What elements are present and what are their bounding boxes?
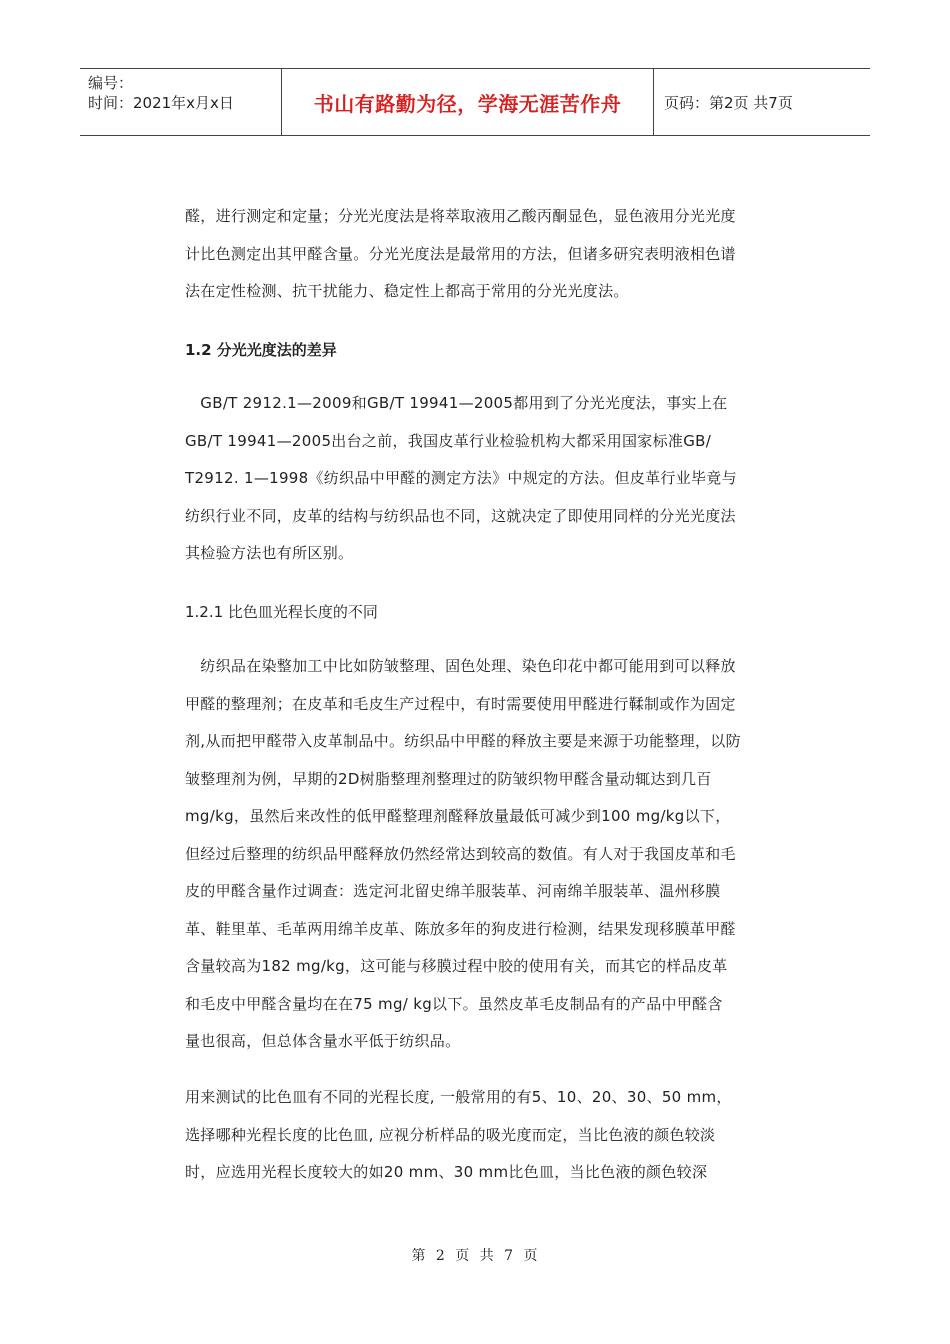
paragraph-4 xyxy=(185,1079,775,1192)
text-line: 时，应选用光程长度较大的如20 mm、30 mm比色皿，当比色液的颜色较深 xyxy=(185,1163,708,1181)
text-line: 含量较高为182 mg/kg，这可能与移膜过程中胶的使用有关，而其它的样品皮革 xyxy=(185,957,728,975)
text-line: T2912. 1—1998《纺织品中甲醛的测定方法》中规定的方法。但皮革行业毕竟与 xyxy=(185,469,737,487)
text-line: 计比色测定出其甲醛含量。分光光度法是最常用的方法，但诸多研究表明液相色谱 xyxy=(185,244,736,263)
text-line: 甲醛的整理剂；在皮革和毛皮生产过程中，有时需要使用甲醛进行鞣制或作为固定 xyxy=(185,694,736,713)
text-line: mg/kg，虽然后来改性的低甲醛整理剂醛释放量最低可减少到100 mg/kg以下， xyxy=(185,807,731,825)
text-line: 和毛皮中甲醛含量均在在75 mg/ kg以下。虽然皮革毛皮制品有的产品中甲醛含 xyxy=(185,994,723,1013)
text-line: 剂,从而把甲醛带入皮革制品中。纺织品中甲醛的释放主要是来源于功能整理，以防 xyxy=(185,732,741,750)
text-line: 用来测试的比色皿有不同的光程长度, 一般常用的有5、10、20、30、50 mm， xyxy=(185,1088,732,1106)
text-line: 纺织品在染整加工中比如防皱整理、固色处理、染色印花中都可能用到可以释放 xyxy=(185,657,736,675)
text-line: 醛，进行测定和定量；分光光度法是将萃取液用乙酸丙酮显色，显色液用分光光度 xyxy=(185,207,736,225)
time-label: 时间：2021年x月x日 xyxy=(88,94,234,112)
text-line: 量也很高，但总体含量水平低于纺织品。 xyxy=(185,1032,461,1050)
header-motto: 书山有路勤为径，学海无涯苦作舟 xyxy=(281,69,654,135)
subsection-heading-1-2-1: 1.2.1 比色皿光程长度的不同 xyxy=(185,603,378,621)
header-page-info: 页码：第2页 共7页 xyxy=(664,93,793,112)
paragraph-1 xyxy=(185,198,775,311)
paragraph-3 xyxy=(185,648,775,1061)
text-line: GB/T 2912.1—2009和GB/T 19941—2005都用到了分光光度法，事实上在 xyxy=(185,394,728,412)
paragraph-2 xyxy=(185,385,775,573)
text-line: 皮的甲醛含量作过调查：选定河北留史绵羊服装革、河南绵羊服装革、温州移膜 xyxy=(185,882,721,900)
text-line: 革、鞋里革、毛革两用绵羊皮革、陈放多年的狗皮进行检测，结果发现移膜革甲醛 xyxy=(185,919,736,938)
text-line: 其检验方法也有所区别。 xyxy=(185,544,354,562)
section-heading-1-2: 1.2 分光光度法的差异 xyxy=(185,341,337,359)
page-footer: 第 2 页 共 7 页 xyxy=(411,1248,539,1264)
text-line: 但经过后整理的纺织品甲醛释放仍然经常达到较高的数值。有人对于我国皮革和毛 xyxy=(185,844,736,863)
text-line: 法在定性检测、抗干扰能力、稳定性上都高于常用的分光光度法。 xyxy=(185,282,629,300)
page-header xyxy=(80,68,870,136)
text-line: 选择哪种光程长度的比色皿, 应视分析样品的吸光度而定，当比色液的颜色较淡 xyxy=(185,1125,716,1144)
header-meta xyxy=(80,69,281,135)
text-line: GB/T 19941—2005出台之前，我国皮革行业检验机构大都采用国家标准GB/ xyxy=(185,431,712,450)
number-label: 编号： xyxy=(88,74,134,92)
text-line: 皱整理剂为例，早期的2D树脂整理剂整理过的防皱织物甲醛含量动辄达到几百 xyxy=(185,769,712,788)
text-line: 纺织行业不同，皮革的结构与纺织品也不同，这就决定了即使用同样的分光光度法 xyxy=(185,506,736,525)
